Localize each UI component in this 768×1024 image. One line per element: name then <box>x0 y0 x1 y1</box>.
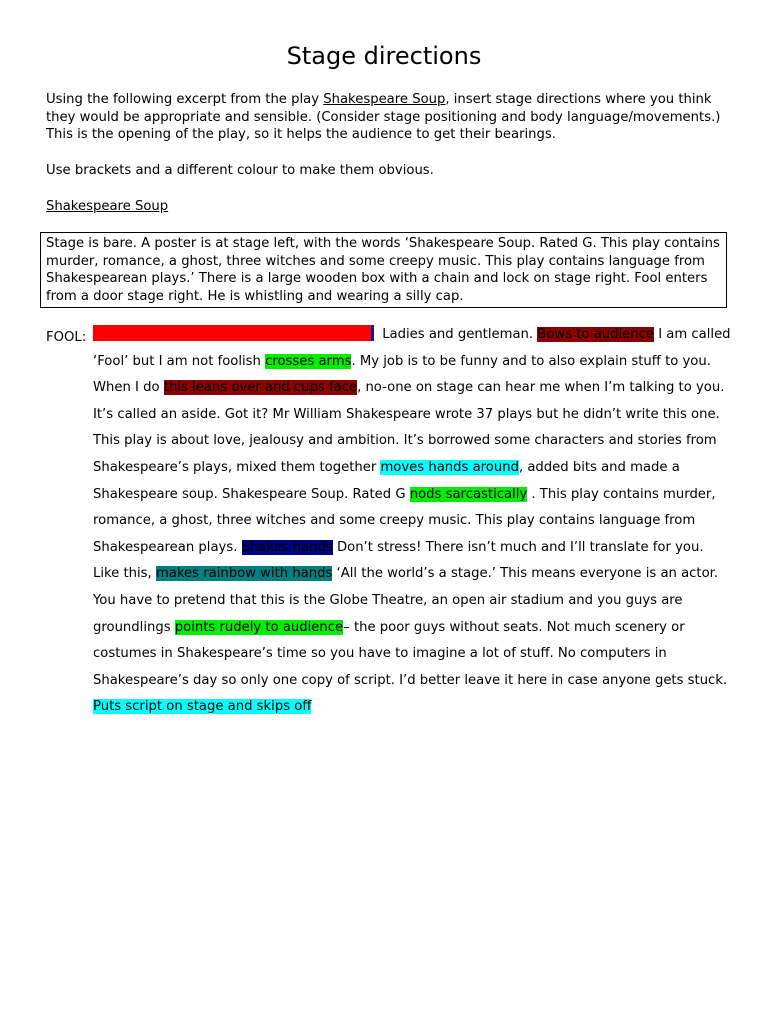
red-highlight-block <box>93 325 371 341</box>
stage-direction: Shakes hands <box>241 539 333 555</box>
intro-paragraph <box>46 91 726 144</box>
speech-text: . My job is to be funny and to also explain stuff to you. When I do <box>93 353 711 396</box>
play-name: Shakespeare Soup <box>323 92 446 107</box>
speech-text: ‘All the world’s a stage.’ This means everyone is an actor. You have to pretend that this is the Globe Theatre, an open air stadium and you guys are groundlings <box>93 566 719 635</box>
speaker-label: FOOL: <box>46 330 87 345</box>
speech-text: – the poor guys without seats. Not much scenery or costumes in Shakespeare’s time so you have to imagine a lot of stuff. No computers in Shakespeare’s day so only one copy of script. I’d better leave it here in case anyone gets stuck. <box>93 619 728 688</box>
section-heading: Shakespeare Soup <box>46 199 169 214</box>
stage-direction: crosses arms <box>265 353 352 369</box>
stage-direction: this leans over and cups face <box>163 380 358 396</box>
text-cursor <box>371 325 374 341</box>
stage-direction: points rudely to audience <box>174 619 344 635</box>
speech-text: . This play contains murder, romance, a ghost, three witches and some creepy music. This play contains language from Shakespearean plays. <box>93 486 716 555</box>
setting-box: Stage is bare. A poster is at stage left, with the words ‘Shakespeare Soup. Rated G. This play contains murder, romance, a ghost, three witches and some creepy music. This play contains language from Shakespearean plays.’ There is a large wooden box with a chain and lock on stage right. Fool enters from a door stage right. He is whistling and wearing a silly cap. <box>40 232 727 308</box>
intro-text-start: Using the following excerpt from the play <box>46 92 324 107</box>
page-title: Stage directions <box>286 42 482 70</box>
stage-direction: Puts script on stage and skips off <box>93 699 312 715</box>
instruction-paragraph: Use brackets and a different colour to make them obvious. <box>46 163 434 178</box>
speech-text: , added bits and made a Shakespeare soup. Shakespeare Soup. Rated G <box>93 459 680 502</box>
stage-direction: makes rainbow with hands <box>155 566 333 582</box>
speech-text: Ladies and gentleman. <box>378 327 538 342</box>
intro-text-end: , insert stage directions where you think they would be appropriate and sensible. (Consider stage positioning and body language/movements.) This is the opening of the play, so it helps the audience to get their bearings. <box>46 92 721 143</box>
speech-text: , no-one on stage can hear me when I’m talking to you. It’s called an aside. Got it? Mr William Shakespeare wrote 37 plays but he didn’t write this one. This play is about love, jealousy and ambition. It’s borrowed some characters and stories from Shakespeare’s plays, mixed them together <box>93 380 725 475</box>
stage-direction: nods sarcastically <box>409 486 528 502</box>
speech-text: I am called ‘Fool’ but I am not foolish <box>93 327 731 369</box>
stage-direction: Bows to audience <box>537 327 655 342</box>
fool-speech <box>93 322 733 721</box>
stage-direction: moves hands around <box>380 459 519 475</box>
speech-text: Don’t stress! There isn’t much and I’ll translate for you. Like this, <box>93 539 704 582</box>
